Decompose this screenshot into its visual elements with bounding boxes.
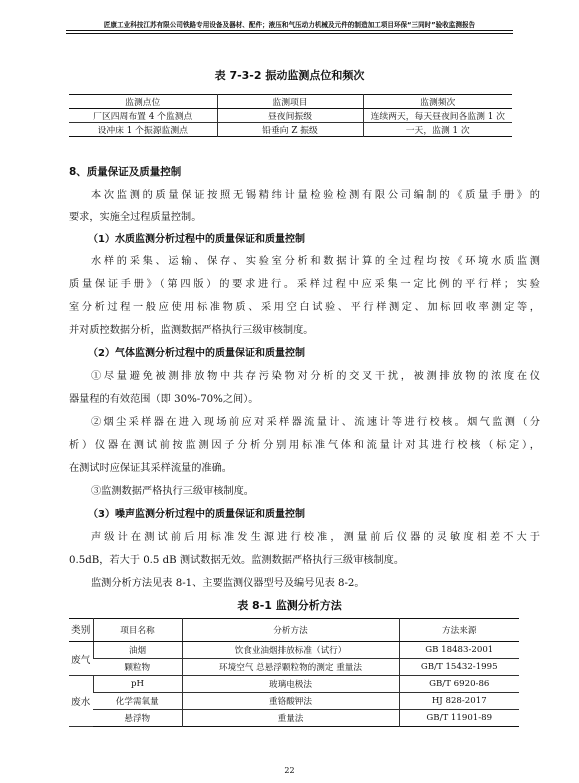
table-cell: 油烟 <box>93 642 182 659</box>
table-cell: 重铬酸钾法 <box>182 693 399 710</box>
table-cell: 昼夜间振级 <box>217 109 363 123</box>
table-row <box>69 109 512 123</box>
table-cell: 厂区四周布置 4 个监测点 <box>69 109 217 123</box>
paragraph-line: 质量保证手册》（第四版）的要求进行。采样过程中应采集一定比例的平行样；实验 <box>69 279 540 290</box>
table-header-row <box>69 95 512 109</box>
paragraph-line: 声级计在测试前后用标准发生源进行校准，测量前后仪器的灵敏度相差不大于 <box>91 532 540 543</box>
paragraph-line: 并对质控数据分析，监测数据严格执行三级审核制度。 <box>69 325 314 336</box>
paragraph-line: 本次监测的质量保证按照无锡精纬计量检验检测有限公司编制的《质量手册》的 <box>91 190 540 201</box>
analysis-methods-table <box>69 618 519 727</box>
column-header: 类别 <box>69 619 93 642</box>
paragraph-line: ①尽量避免被测排放物中共存污染物对分析的交叉干扰，被测排放物的浓度在仪 <box>91 371 540 382</box>
table-header-row <box>69 619 519 642</box>
table-row <box>69 693 519 710</box>
paragraph-line: ③监测数据严格执行三级审核制度。 <box>91 486 254 497</box>
category-cell: 废水 <box>69 676 93 727</box>
page-number: 22 <box>284 766 295 775</box>
table-cell: 连续两天，每天昼夜间各监测 1 次 <box>363 109 512 123</box>
table-cell: 设冲床 1 个振源监测点 <box>97 126 188 136</box>
paragraph-line: 0.5dB，若大于 0.5 dB 测试数据无效。监测数据严格执行三级审核制度。 <box>69 555 405 566</box>
subsection-heading: （2）气体监测分析过程中的质量保证和质量控制 <box>88 348 305 359</box>
paragraph-line: 器量程的有效范围（即 30%-70%之间）。 <box>69 394 259 405</box>
table-cell: GB/T 6920-86 <box>399 676 519 693</box>
header-rule <box>66 30 513 31</box>
header-rule-thin <box>66 33 513 34</box>
paragraph-line: 室分析过程一般应使用标准物质、采用空白试验、平行样测定、加标回收率测定等， <box>69 302 540 313</box>
table1-title: 表 7-3-2 振动监测点位和频次 <box>214 69 365 82</box>
table-cell: 饮食业油烟排放标准（试行） <box>182 642 399 659</box>
table-cell: 颗粒物 <box>93 659 182 676</box>
column-header: 项目名称 <box>93 619 182 642</box>
table-cell: 悬浮物 <box>124 714 151 724</box>
paragraph-line: 在测试时应保证其采样流量的准确。 <box>69 463 232 474</box>
subsection-heading: （3）噪声监测分析过程中的质量保证和质量控制 <box>88 509 305 520</box>
column-header: 监测点位 <box>69 95 217 109</box>
section-heading: 8、质量保证及质量控制 <box>69 166 182 178</box>
column-header: 方法来源 <box>399 619 519 642</box>
paragraph-line: 监测分析方法见表 8-1、主要监测仪器型号及编号见表 8-2。 <box>91 578 365 589</box>
category-cell: 废气 <box>69 642 93 676</box>
column-header: 监测频次 <box>363 95 512 109</box>
table-row <box>69 123 512 137</box>
column-header: 监测项目 <box>217 95 363 109</box>
table-cell: GB 18483-2001 <box>399 642 519 659</box>
table-cell: 重量法 <box>182 710 399 727</box>
paragraph-line: 析）仪器在测试前按监测因子分析分别用标准气体和流量计对其进行校核（标定）， <box>69 440 540 451</box>
table-cell: 铅垂向 Z 振级 <box>217 123 363 137</box>
table-cell: 环境空气 总悬浮颗粒物的测定 重量法 <box>182 659 399 676</box>
table-cell: HJ 828-2017 <box>399 693 519 710</box>
table2-title: 表 8-1 监测分析方法 <box>237 599 342 612</box>
table-cell: GB/T 11901-89 <box>399 710 519 727</box>
column-header: 分析方法 <box>182 619 399 642</box>
table-row <box>69 659 519 676</box>
table-cell: 玻璃电极法 <box>182 676 399 693</box>
report-header: 匠康工业科技江苏有限公司铁路专用设备及器材、配件；液压和气压动力机械及元件的制造加工项目环保“三同时”验收监测报告 <box>103 21 476 29</box>
table-cell: 化学需氧量 <box>93 693 182 710</box>
paragraph-line: ②烟尘采样器在进入现场前应对采样器流量计、流速计等进行校核。烟气监测（分 <box>91 417 540 428</box>
subsection-heading: （1）水质监测分析过程中的质量保证和质量控制 <box>88 234 305 245</box>
paragraph-line: 水样的采集、运输、保存、实验室分析和数据计算的全过程均按《环境水质监测 <box>91 256 540 267</box>
table-cell: GB/T 15432-1995 <box>399 659 519 676</box>
table-cell: pH <box>93 676 182 693</box>
table-row <box>69 642 519 659</box>
table-cell: 一天，监测 1 次 <box>363 123 512 137</box>
vibration-monitoring-table <box>69 94 512 137</box>
table-row <box>69 710 519 727</box>
table-row <box>69 676 519 693</box>
paragraph-line: 要求，实施全过程质量控制。 <box>69 212 202 223</box>
